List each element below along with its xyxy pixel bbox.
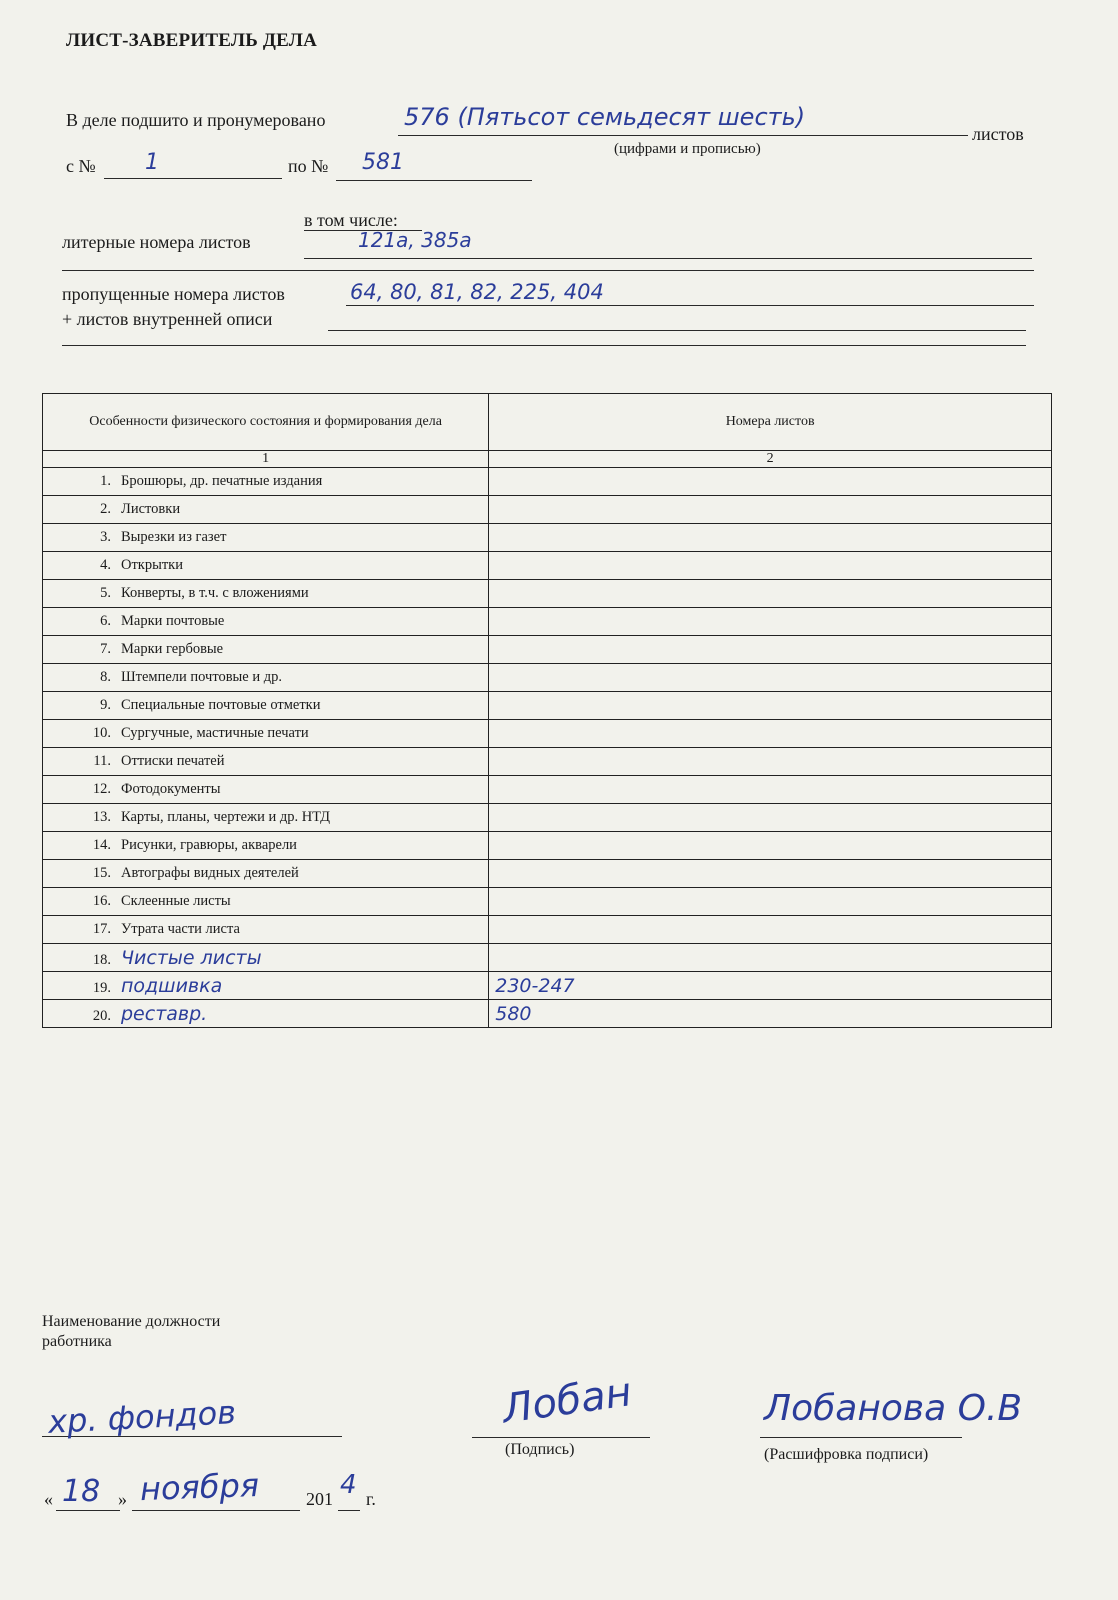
sewn-prefix: В деле подшито и пронумеровано (66, 110, 326, 130)
row-number: 18. (92, 951, 111, 968)
table-row (43, 832, 1052, 860)
row-number: 17. (92, 921, 111, 937)
sewn-caption: (цифрами и прописью) (614, 141, 761, 157)
feature-cell (43, 580, 489, 608)
signature: Лобан (499, 1369, 635, 1433)
inner-inventory-underline (328, 330, 1026, 331)
date-year-prefix: 201 (306, 1489, 333, 1509)
row-feature-text: Оттиски печатей (121, 753, 225, 769)
row-feature-text: подшивка (121, 974, 223, 997)
row-feature-text: Рисунки, гравюры, акварели (121, 837, 297, 853)
row-feature-text: Марки гербовые (121, 641, 224, 657)
letter-pages-value: 121а, 385а (358, 228, 472, 252)
row-page-numbers (489, 580, 1052, 608)
signature-caption: (Подпись) (505, 1441, 575, 1458)
date-open-quote: « (44, 1489, 53, 1509)
row-feature-text: Марки почтовые (121, 613, 225, 629)
feature-cell (43, 720, 489, 748)
row-feature-text: Специальные почтовые отметки (121, 697, 321, 713)
letter-pages-label: литерные номера листов (62, 232, 251, 252)
row-page-numbers (489, 748, 1052, 776)
row-number: 10. (92, 725, 111, 741)
row-feature-text: Открытки (121, 557, 183, 573)
table-row (43, 496, 1052, 524)
table-row (43, 636, 1052, 664)
position-handwritten: хр. фондов (47, 1393, 237, 1441)
document-title: ЛИСТ-ЗАВЕРИТЕЛЬ ДЕЛА (66, 30, 318, 51)
table-row (43, 888, 1052, 916)
decode-caption: (Расшифровка подписи) (764, 1446, 929, 1463)
range-from-underline (104, 178, 282, 179)
row-feature-text: Конверты, в т.ч. с вложениями (121, 585, 309, 601)
table-row (43, 944, 1052, 972)
table-row (43, 804, 1052, 832)
range-from-value: 1 (145, 150, 159, 175)
feature-cell (43, 972, 489, 1000)
feature-cell (43, 860, 489, 888)
range-to-label: по № (288, 156, 329, 176)
row-number: 13. (92, 809, 111, 825)
feature-cell (43, 916, 489, 944)
feature-cell (43, 468, 489, 496)
table-row (43, 692, 1052, 720)
row-number: 19. (92, 979, 111, 996)
table-row (43, 580, 1052, 608)
row-number: 12. (92, 781, 111, 797)
col2-number: 2 (489, 451, 1052, 468)
row-number: 14. (92, 837, 111, 853)
feature-cell (43, 804, 489, 832)
col1-number: 1 (43, 451, 489, 468)
feature-cell (43, 636, 489, 664)
row-feature-text: Фотодокументы (121, 781, 221, 797)
row-feature-text: Сургучные, мастичные печати (121, 725, 309, 741)
signature-underline (472, 1437, 650, 1438)
table-row (43, 860, 1052, 888)
row-page-numbers (489, 664, 1052, 692)
feature-cell (43, 552, 489, 580)
feature-cell (43, 496, 489, 524)
date-year-suffix: г. (366, 1489, 376, 1509)
row-feature-text: Чистые листы (121, 946, 262, 969)
missing-pages-underline (346, 305, 1034, 306)
row-feature-text: Листовки (121, 501, 181, 517)
row-number: 7. (100, 641, 111, 657)
letter-pages-underline (304, 258, 1032, 259)
row-feature-text: Склеенные листы (121, 893, 231, 909)
col2-header: Номера листов (489, 394, 1052, 451)
missing-pages-value: 64, 80, 81, 82, 225, 404 (350, 280, 604, 304)
row-page-numbers (489, 916, 1052, 944)
row-page-numbers: 580 (489, 1000, 1052, 1028)
including-label: в том числе: (304, 210, 398, 230)
row-page-numbers (489, 720, 1052, 748)
row-page-numbers (489, 468, 1052, 496)
feature-cell (43, 776, 489, 804)
feature-cell (43, 664, 489, 692)
inner-inventory-extra-line (62, 345, 1026, 346)
day-underline (56, 1510, 120, 1511)
date-year-digit: 4 (340, 1470, 357, 1500)
row-page-numbers (489, 552, 1052, 580)
table-row (43, 748, 1052, 776)
date-close-quote: » (118, 1489, 127, 1509)
col1-header: Особенности физического состояния и формирования дела (43, 394, 489, 451)
feature-cell (43, 608, 489, 636)
row-page-numbers (489, 692, 1052, 720)
table-row (43, 916, 1052, 944)
row-page-numbers (489, 832, 1052, 860)
feature-cell (43, 1000, 489, 1028)
month-underline (132, 1510, 300, 1511)
sewn-underline (398, 135, 968, 136)
range-from-label: с № (66, 156, 96, 176)
row-feature-text: Автографы видных деятелей (121, 865, 299, 881)
table-column-number-row (43, 451, 1052, 468)
feature-cell (43, 832, 489, 860)
row-number: 6. (100, 613, 111, 629)
table-row (43, 608, 1052, 636)
missing-pages-label: пропущенные номера листов (62, 284, 285, 304)
row-feature-text: Брошюры, др. печатные издания (121, 473, 323, 489)
range-to-underline (336, 180, 532, 181)
row-feature-text: Штемпели почтовые и др. (121, 669, 283, 685)
table-row (43, 524, 1052, 552)
inner-inventory-label: + листов внутренней описи (62, 309, 273, 329)
row-feature-text: реставр. (121, 1002, 208, 1025)
row-number: 9. (100, 697, 111, 713)
row-page-numbers (489, 608, 1052, 636)
decoded-signature: Лобанова О.В (764, 1388, 1023, 1429)
sewn-handwritten: 576 (Пятьсот семьдесят шесть) (404, 103, 806, 131)
letter-pages-extra-line (62, 270, 1034, 271)
row-number: 8. (100, 669, 111, 685)
table-header-row (43, 394, 1052, 451)
feature-cell (43, 944, 489, 972)
table-body (43, 468, 1052, 1028)
row-feature-text: Утрата части листа (121, 921, 240, 937)
row-number: 1. (100, 473, 111, 489)
row-page-numbers (489, 776, 1052, 804)
row-feature-text: Карты, планы, чертежи и др. НТД (121, 809, 331, 825)
table-row (43, 972, 1052, 1000)
range-to-value: 581 (362, 150, 404, 175)
date-day: 18 (62, 1474, 101, 1509)
table-row (43, 776, 1052, 804)
feature-cell (43, 748, 489, 776)
row-page-numbers (489, 524, 1052, 552)
row-number: 16. (92, 893, 111, 909)
row-number: 20. (92, 1007, 111, 1024)
table-row (43, 664, 1052, 692)
table-row (43, 1000, 1052, 1028)
row-page-numbers (489, 496, 1052, 524)
feature-cell (43, 692, 489, 720)
table-row (43, 720, 1052, 748)
row-number: 5. (100, 585, 111, 601)
row-page-numbers (489, 636, 1052, 664)
row-number: 11. (93, 753, 111, 769)
row-number: 2. (100, 501, 111, 517)
row-page-numbers (489, 804, 1052, 832)
row-page-numbers (489, 944, 1052, 972)
feature-cell (43, 524, 489, 552)
table-row (43, 468, 1052, 496)
date-month: ноября (139, 1465, 260, 1509)
table-row (43, 552, 1052, 580)
year-underline (338, 1510, 360, 1511)
row-number: 3. (100, 529, 111, 545)
position-label: Наименование должности работника (42, 1313, 221, 1350)
row-feature-text: Вырезки из газет (121, 529, 227, 545)
features-table (42, 393, 1052, 1028)
row-page-numbers (489, 888, 1052, 916)
decode-underline (760, 1437, 962, 1438)
row-page-numbers (489, 860, 1052, 888)
row-page-numbers: 230-247 (489, 972, 1052, 1000)
sewn-suffix: листов (972, 124, 1024, 144)
feature-cell (43, 888, 489, 916)
row-number: 15. (92, 865, 111, 881)
row-number: 4. (100, 557, 111, 573)
